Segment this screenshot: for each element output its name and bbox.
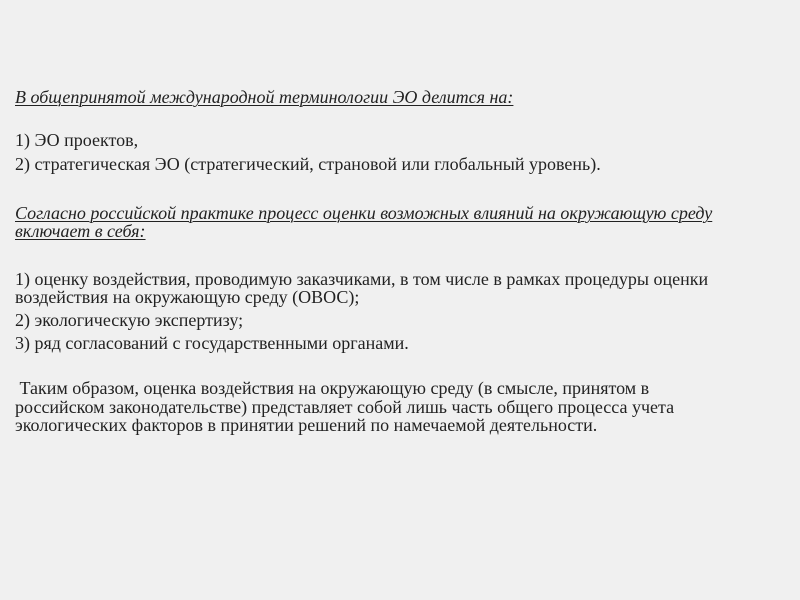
section-international-heading: В общепринятой международной терминологии ЭО делится на: xyxy=(15,87,514,107)
list-item-continuation: воздействия на окружающую среду (ОВОС); xyxy=(15,287,360,307)
list-item: 1) ЭО проектов, xyxy=(15,130,139,150)
conclusion-line: экологических факторов в принятии решений по намечаемой деятельности. xyxy=(15,415,598,435)
list-item: 2) стратегическая ЭО (стратегический, страновой или глобальный уровень). xyxy=(15,154,601,174)
list-item: 1) оценку воздействия, проводимую заказчиками, в том числе в рамках процедуры оценки xyxy=(15,269,709,289)
list-item: 3) ряд согласований с государственными органами. xyxy=(15,333,409,353)
conclusion-line: Таким образом, оценка воздействия на окружающую среду (в смысле, принятом в xyxy=(15,378,650,398)
conclusion-line: российском законодательстве) представляет собой лишь часть общего процесса учета xyxy=(15,397,675,417)
section-russian-heading-line-1: Согласно российской практике процесс оценки возможных влияний на окружающую среду xyxy=(15,203,713,223)
section-russian-heading-line-2: включает в себя: xyxy=(15,221,146,241)
list-item: 2) экологическую экспертизу; xyxy=(15,310,244,330)
